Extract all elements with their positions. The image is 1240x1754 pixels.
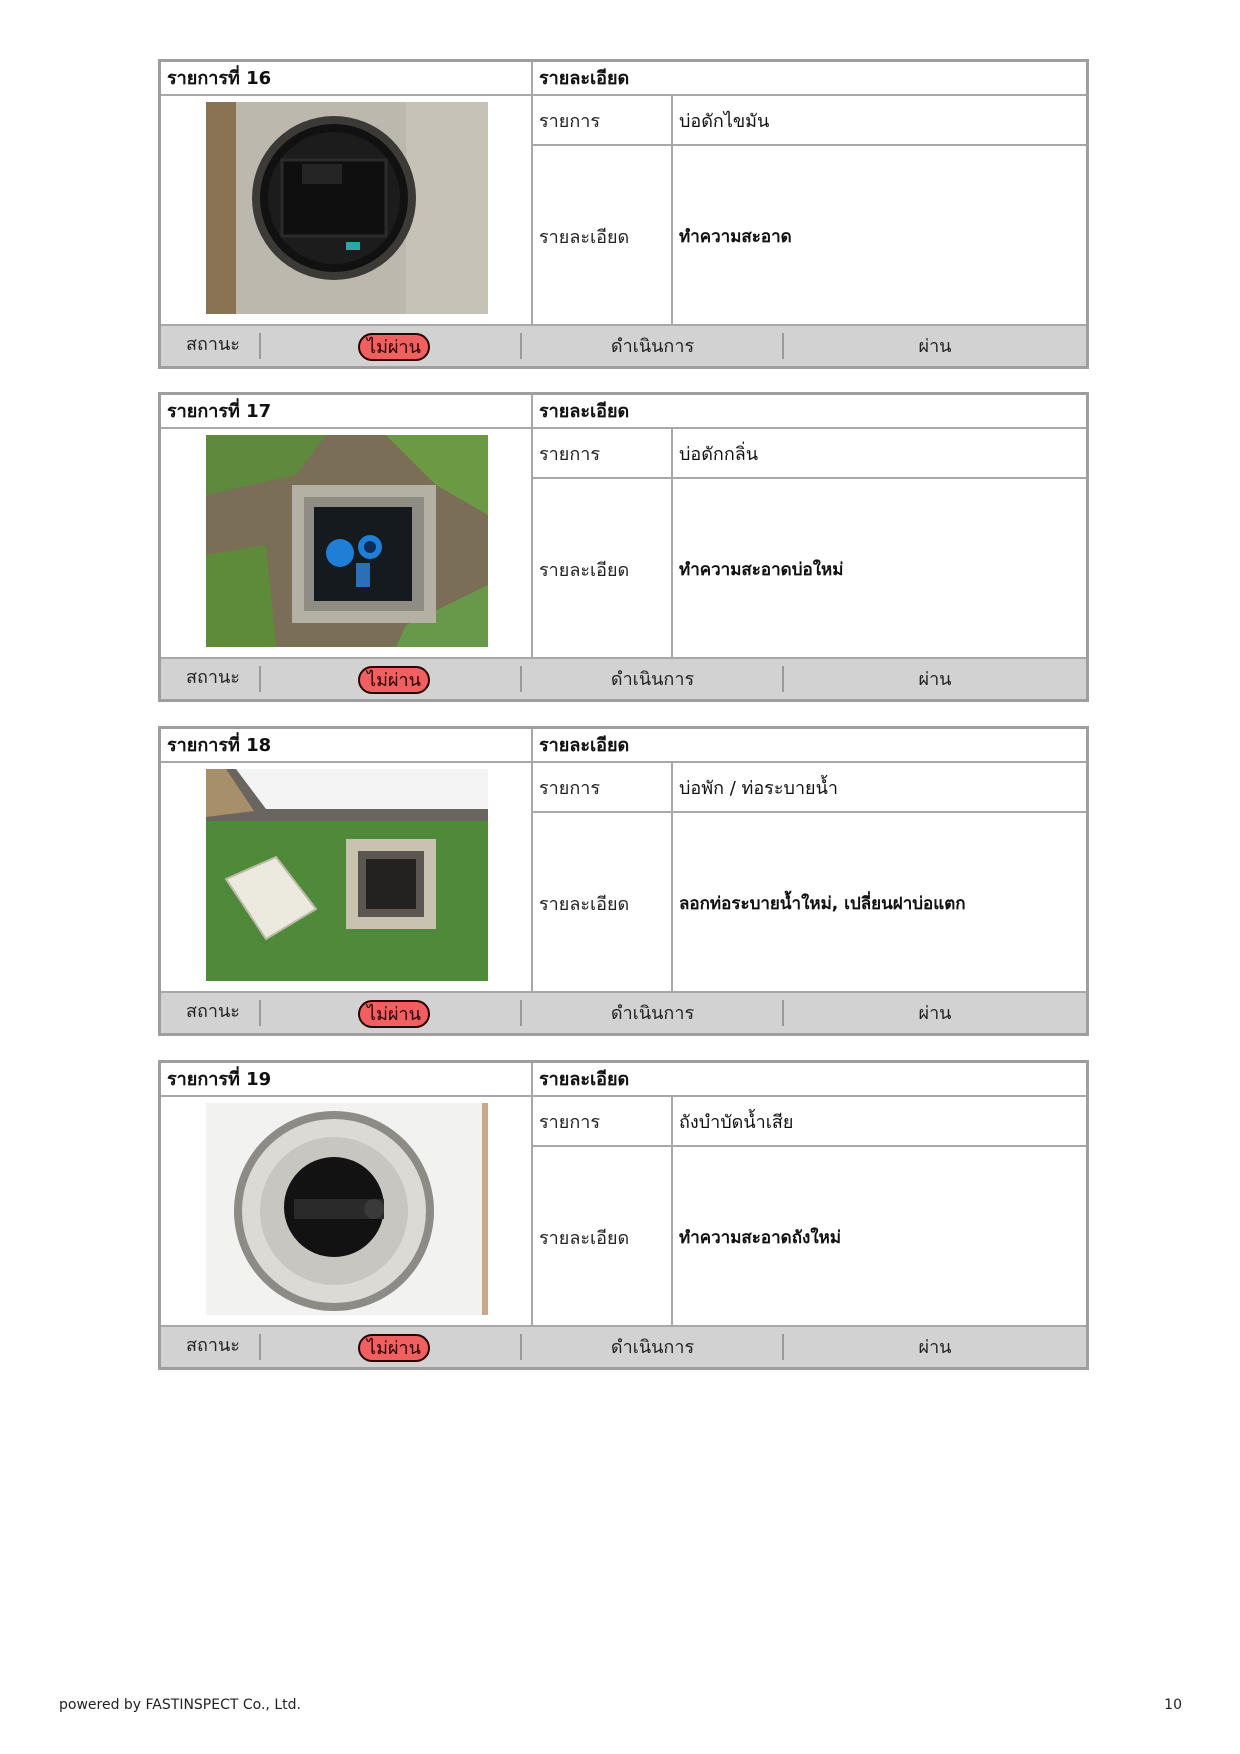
photo-cell xyxy=(161,1097,533,1328)
detail-label: รายละเอียด xyxy=(533,146,673,327)
separator xyxy=(520,1334,522,1360)
detail-value: ลอกท่อระบายน้ำใหม่, เปลี่ยนฝาบ่อแตก xyxy=(679,894,966,914)
inspection-item-card xyxy=(158,726,1089,1036)
detail-area xyxy=(533,429,1086,660)
status-bar xyxy=(161,324,1086,366)
item-title: รายการที่ 16 xyxy=(161,62,533,96)
detail-label: รายละเอียด xyxy=(533,479,673,660)
item-row xyxy=(533,763,1086,813)
item-photo[interactable] xyxy=(206,102,488,314)
status-pass-option[interactable]: ผ่าน xyxy=(918,336,952,357)
status-pass-option[interactable]: ผ่าน xyxy=(918,1003,952,1024)
inspection-item-card xyxy=(158,392,1089,702)
separator xyxy=(520,1000,522,1026)
status-bar xyxy=(161,657,1086,699)
status-fail-badge[interactable]: ไม่ผ่าน xyxy=(358,1000,430,1028)
page-number: 10 xyxy=(1164,1697,1182,1713)
separator xyxy=(520,666,522,692)
photo-cell xyxy=(161,429,533,660)
detail-area xyxy=(533,1097,1086,1328)
detail-row xyxy=(533,1147,1086,1328)
detail-label: รายละเอียด xyxy=(533,1147,673,1328)
item-label: รายการ xyxy=(533,96,673,144)
item-row xyxy=(533,429,1086,479)
item-photo[interactable] xyxy=(206,769,488,981)
status-pass-option[interactable]: ผ่าน xyxy=(918,1337,952,1358)
status-bar xyxy=(161,1325,1086,1367)
detail-row xyxy=(533,813,1086,994)
status-in-progress-option[interactable]: ดำเนินการ xyxy=(610,669,695,690)
status-label: สถานะ xyxy=(186,667,240,688)
detail-header: รายละเอียด xyxy=(539,401,630,422)
detail-header: รายละเอียด xyxy=(539,735,630,756)
detail-area xyxy=(533,763,1086,994)
item-label: รายการ xyxy=(533,1097,673,1145)
photo-cell xyxy=(161,96,533,327)
item-value: ถังบำบัดน้ำเสีย xyxy=(679,1111,794,1133)
detail-value: ทำความสะอาดถังใหม่ xyxy=(679,1228,842,1248)
detail-row xyxy=(533,146,1086,327)
status-in-progress-option[interactable]: ดำเนินการ xyxy=(610,336,695,357)
separator xyxy=(520,333,522,359)
item-label: รายการ xyxy=(533,429,673,477)
separator xyxy=(259,333,261,359)
card-header xyxy=(161,1063,1086,1097)
detail-header: รายละเอียด xyxy=(539,1069,630,1090)
status-label: สถานะ xyxy=(186,1001,240,1022)
footer-powered-by: powered by FASTINSPECT Co., Ltd. xyxy=(59,1697,301,1713)
status-in-progress-option[interactable]: ดำเนินการ xyxy=(610,1003,695,1024)
status-fail-badge[interactable]: ไม่ผ่าน xyxy=(358,1334,430,1362)
item-title: รายการที่ 18 xyxy=(161,729,533,763)
card-header xyxy=(161,395,1086,429)
item-title: รายการที่ 17 xyxy=(161,395,533,429)
detail-row xyxy=(533,479,1086,660)
status-pass-option[interactable]: ผ่าน xyxy=(918,669,952,690)
status-label: สถานะ xyxy=(186,1335,240,1356)
item-value: บ่อดักกลิ่น xyxy=(679,443,759,465)
inspection-item-card xyxy=(158,59,1089,369)
item-value: บ่อดักไขมัน xyxy=(679,110,770,132)
status-in-progress-option[interactable]: ดำเนินการ xyxy=(610,1337,695,1358)
inspection-item-card xyxy=(158,1060,1089,1370)
item-value: บ่อพัก / ท่อระบายน้ำ xyxy=(679,777,839,799)
separator xyxy=(259,1334,261,1360)
detail-label: รายละเอียด xyxy=(533,813,673,994)
card-header xyxy=(161,62,1086,96)
status-label: สถานะ xyxy=(186,334,240,355)
item-row xyxy=(533,1097,1086,1147)
separator xyxy=(259,1000,261,1026)
status-fail-badge[interactable]: ไม่ผ่าน xyxy=(358,333,430,361)
item-label: รายการ xyxy=(533,763,673,811)
detail-value: ทำความสะอาดบ่อใหม่ xyxy=(679,560,844,580)
detail-header: รายละเอียด xyxy=(539,68,630,89)
card-header xyxy=(161,729,1086,763)
item-photo[interactable] xyxy=(206,435,488,647)
status-bar xyxy=(161,991,1086,1033)
item-title: รายการที่ 19 xyxy=(161,1063,533,1097)
detail-value: ทำความสะอาด xyxy=(679,227,792,247)
photo-cell xyxy=(161,763,533,994)
item-row xyxy=(533,96,1086,146)
status-fail-badge[interactable]: ไม่ผ่าน xyxy=(358,666,430,694)
item-photo[interactable] xyxy=(206,1103,488,1315)
separator xyxy=(259,666,261,692)
detail-area xyxy=(533,96,1086,327)
